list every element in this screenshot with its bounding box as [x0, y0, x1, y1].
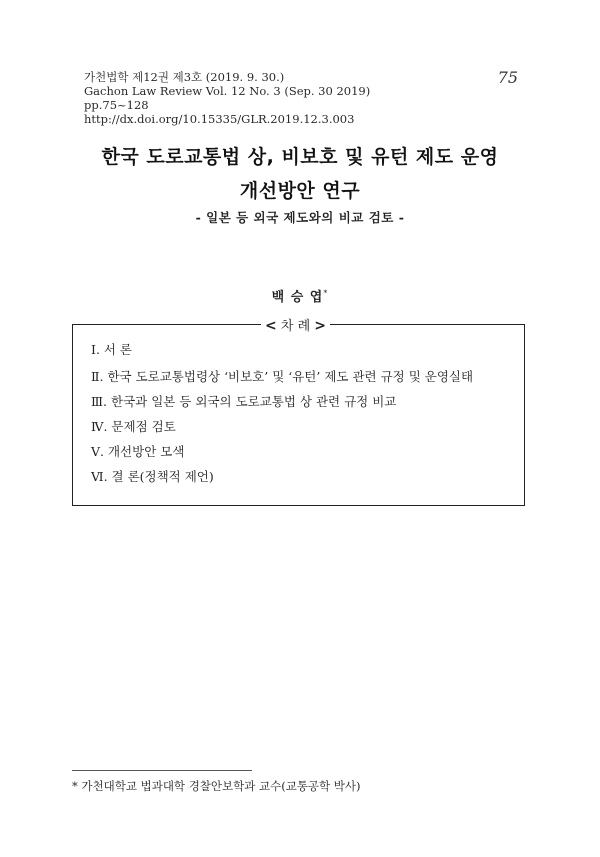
- toc-item[interactable]: Ⅵ. 결 론(정책적 제언): [91, 469, 214, 484]
- journal-header: [84, 70, 370, 126]
- left-angle-icon: <: [265, 318, 277, 334]
- toc-item[interactable]: Ⅱ. 한국 도로교통법령상 ‘비보호’ 및 ‘유턴’ 제도 관련 규정 및 운영실태: [91, 369, 474, 384]
- toc-title-text: 차 례: [280, 319, 311, 334]
- journal-issue-en: Gachon Law Review Vol. 12 No. 3 (Sep. 30 2019): [84, 84, 371, 98]
- author-name: 백 승 엽: [271, 290, 324, 305]
- paper-title-line1: 한국 도로교통법 상, 비보호 및 유턴 제도 운영: [101, 146, 499, 168]
- journal-pages: pp.75~128: [84, 98, 149, 112]
- paper-subtitle: - 일본 등 외국 제도와의 비교 검토 -: [195, 210, 405, 225]
- table-of-contents: [72, 318, 525, 506]
- footnote-divider: [72, 770, 252, 771]
- paper-title-line2: 개선방안 연구: [239, 180, 361, 202]
- author: [0, 286, 600, 305]
- author-footnote-mark: *: [323, 288, 329, 298]
- right-angle-icon: >: [314, 318, 326, 334]
- toc-item[interactable]: Ⅴ. 개선방안 모색: [91, 444, 185, 459]
- journal-issue-ko: 가천법학 제12권 제3호 (2019. 9. 30.): [84, 70, 285, 84]
- toc-item[interactable]: Ⅲ. 한국과 일본 등 외국의 도로교통법 상 관련 규정 비교: [91, 394, 397, 409]
- doi-link[interactable]: http://dx.doi.org/10.15335/GLR.2019.12.3.003: [84, 112, 355, 126]
- author-footnote: * 가천대학교 법과대학 경찰안보학과 교수(교통공학 박사): [72, 779, 361, 793]
- toc-item[interactable]: Ⅳ. 문제점 검토: [91, 419, 176, 434]
- page-number: 75: [497, 68, 518, 87]
- toc-title: [261, 315, 330, 334]
- toc-item[interactable]: Ⅰ. 서 론: [91, 342, 133, 357]
